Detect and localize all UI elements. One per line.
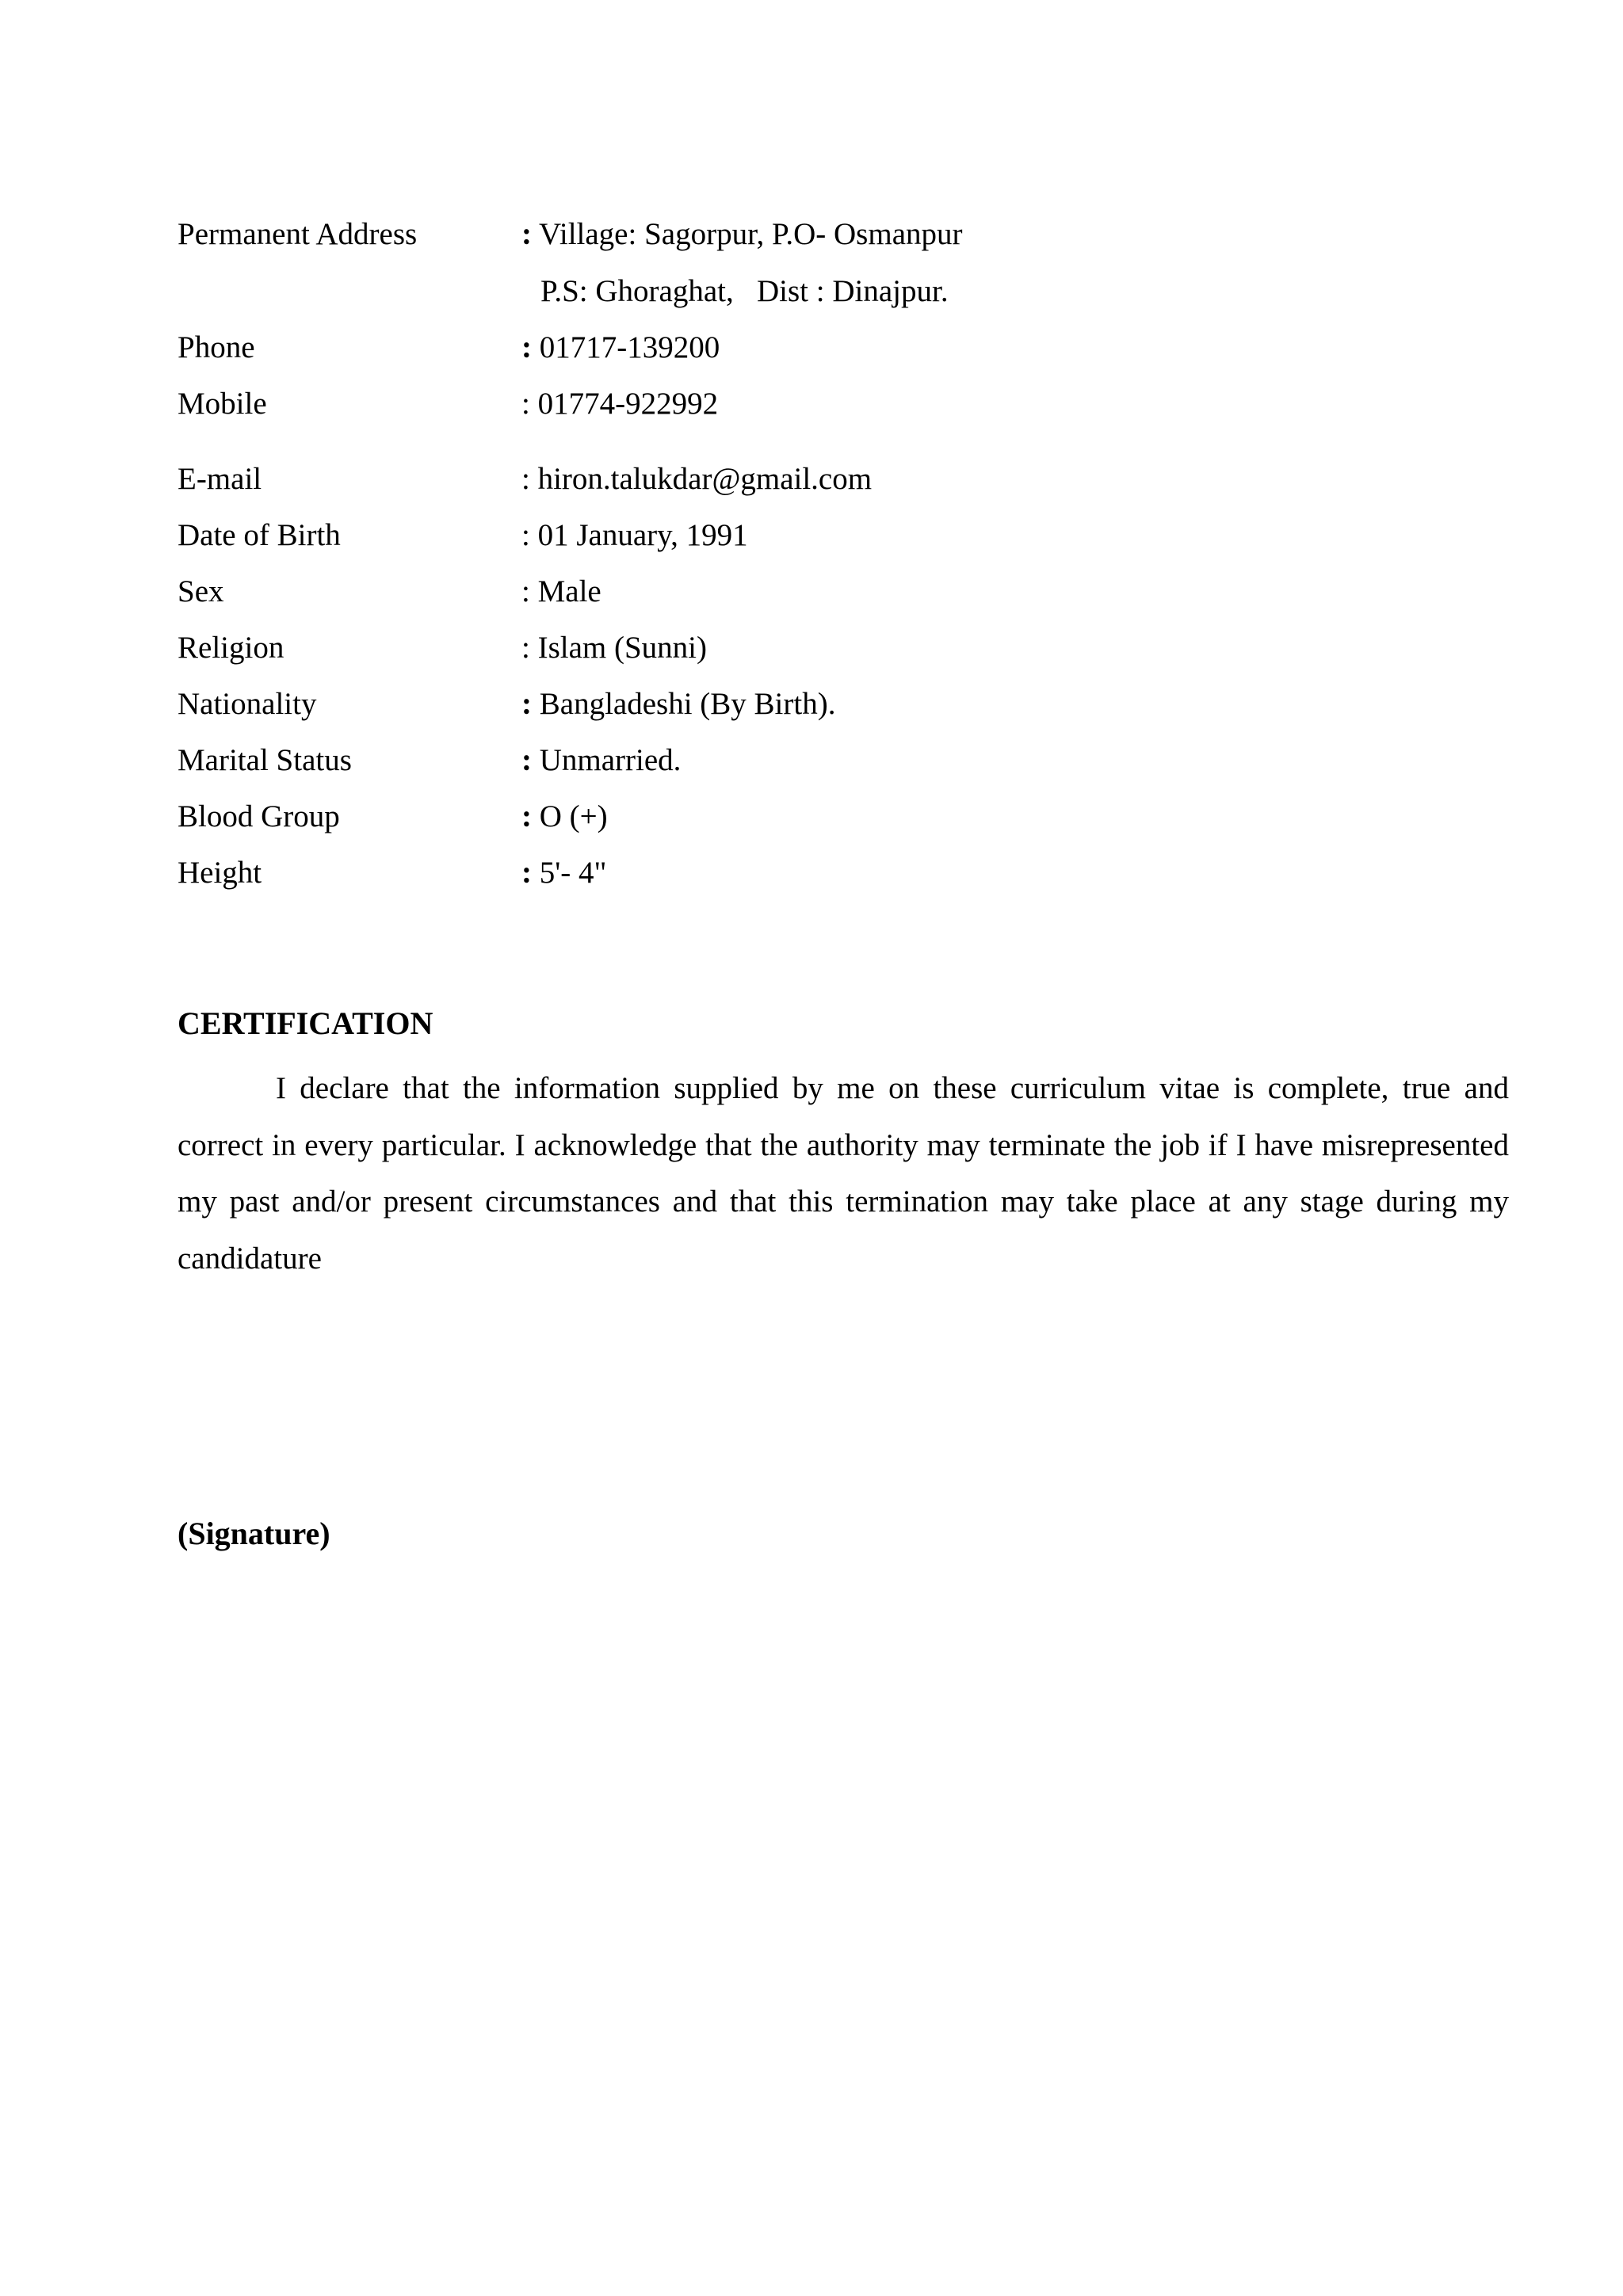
separator: : [521, 574, 530, 608]
email-value-wrap [521, 460, 872, 498]
signature-label: (Signature) [178, 1516, 330, 1551]
permanent-address-label: Permanent Address [178, 217, 418, 251]
separator: : [521, 387, 530, 421]
separator: : [521, 217, 532, 251]
separator: : [521, 462, 530, 496]
permanent-address-line2: P.S: Ghoraghat, Dist : Dinajpur. [540, 274, 949, 308]
email-label: E-mail [178, 462, 262, 496]
marital-status-value-wrap [521, 742, 681, 780]
separator: : [521, 687, 532, 721]
separator: : [521, 631, 530, 665]
certification-heading: CERTIFICATION [178, 1005, 433, 1041]
separator: : [521, 799, 532, 833]
dob-value-wrap [521, 517, 748, 555]
blood-group-label: Blood Group [178, 799, 340, 833]
phone-value-wrap [521, 329, 720, 367]
phone-label: Phone [178, 330, 255, 364]
email-value: hiron.talukdar@gmail.com [537, 462, 873, 496]
separator: : [521, 518, 530, 552]
blood-group-value-wrap [521, 798, 608, 836]
height-label: Height [178, 856, 262, 890]
mobile-value: 01774-922992 [537, 387, 719, 421]
nationality-label: Nationality [178, 687, 317, 721]
mobile-value-wrap [521, 385, 718, 423]
mobile-label: Mobile [178, 387, 267, 421]
marital-status-value: Unmarried. [539, 743, 682, 777]
nationality-value-wrap [521, 685, 835, 723]
marital-status-label: Marital Status [178, 743, 352, 777]
height-value-wrap [521, 854, 606, 892]
separator: : [521, 743, 532, 777]
dob-label: Date of Birth [178, 518, 341, 552]
sex-value-wrap [521, 573, 601, 611]
religion-value-wrap [521, 629, 707, 667]
permanent-address-line1: Village: Sagorpur, P.O- Osmanpur [539, 217, 963, 251]
separator: : [521, 856, 532, 890]
blood-group-value: O (+) [539, 799, 608, 833]
height-value: 5'- 4" [539, 856, 607, 890]
phone-value: 01717-139200 [539, 330, 720, 364]
certification-text: I declare that the information supplied by me on these curriculum vitae is complete, true and correct in every particular. I acknowledge that the authority may terminate the job if I have misrepresented my past and/or present circumstances and that this termination may take place at any stage during my candidature [178, 1071, 1509, 1276]
dob-value: 01 January, 1991 [537, 518, 748, 552]
sex-value: Male [537, 574, 601, 608]
permanent-address-value [521, 215, 963, 254]
sex-label: Sex [178, 574, 224, 608]
religion-value: Islam (Sunni) [537, 631, 707, 665]
nationality-value: Bangladeshi (By Birth). [539, 687, 836, 721]
religion-label: Religion [178, 631, 285, 665]
separator: : [521, 330, 532, 364]
